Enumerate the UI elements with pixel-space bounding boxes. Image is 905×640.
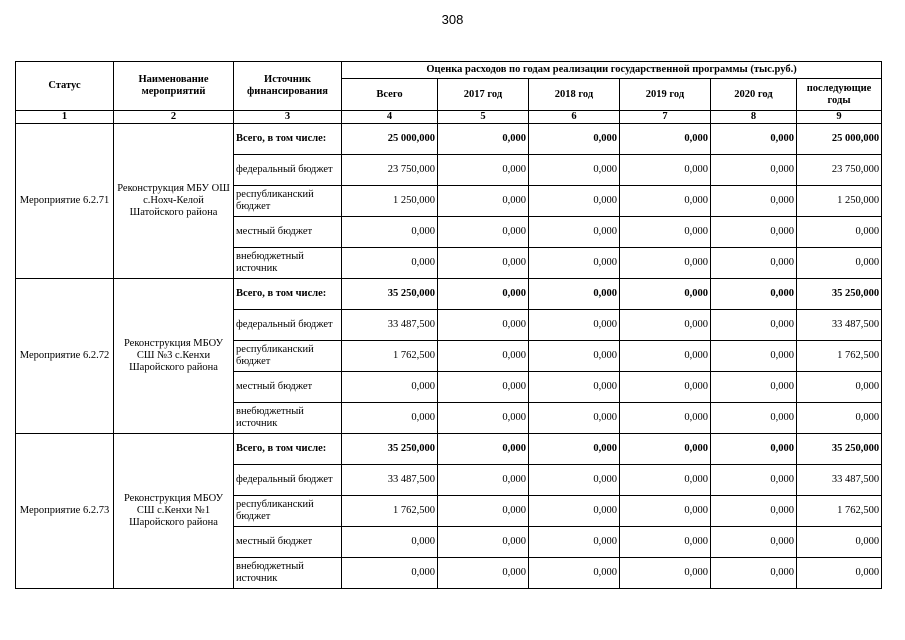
amount-cell-y2019: 0,000	[620, 124, 711, 155]
amount-cell-y2019: 0,000	[620, 465, 711, 496]
column-index-row	[16, 111, 882, 124]
header-2020: 2020 год	[711, 79, 797, 111]
amount-cell-y2019: 0,000	[620, 248, 711, 279]
table-row	[16, 279, 882, 310]
amount-cell-y2020: 0,000	[711, 248, 797, 279]
amount-cell-total: 0,000	[342, 527, 438, 558]
amount-cell-later: 0,000	[797, 248, 882, 279]
funding-source-cell: республиканский бюджет	[234, 341, 342, 372]
header-later: последующие годы	[797, 79, 882, 111]
amount-cell-y2018: 0,000	[529, 341, 620, 372]
header-status: Статус	[16, 62, 114, 111]
amount-cell-y2020: 0,000	[711, 465, 797, 496]
amount-cell-y2020: 0,000	[711, 341, 797, 372]
header-source: Источник финансирования	[234, 62, 342, 111]
funding-source-cell: республиканский бюджет	[234, 186, 342, 217]
amount-cell-later: 0,000	[797, 527, 882, 558]
amount-cell-total: 35 250,000	[342, 434, 438, 465]
column-index: 1	[16, 111, 114, 124]
funding-source-cell: Всего, в том числе:	[234, 124, 342, 155]
status-cell: Мероприятие 6.2.71	[16, 124, 114, 279]
amount-cell-later: 0,000	[797, 558, 882, 589]
amount-cell-y2018: 0,000	[529, 248, 620, 279]
amount-cell-later: 25 000,000	[797, 124, 882, 155]
amount-cell-y2018: 0,000	[529, 124, 620, 155]
amount-cell-y2020: 0,000	[711, 217, 797, 248]
status-cell: Мероприятие 6.2.73	[16, 434, 114, 589]
funding-source-cell: внебюджетный источник	[234, 248, 342, 279]
amount-cell-total: 0,000	[342, 217, 438, 248]
amount-cell-y2017: 0,000	[438, 558, 529, 589]
amount-cell-y2020: 0,000	[711, 186, 797, 217]
amount-cell-y2020: 0,000	[711, 558, 797, 589]
amount-cell-later: 1 250,000	[797, 186, 882, 217]
amount-cell-y2018: 0,000	[529, 155, 620, 186]
amount-cell-y2017: 0,000	[438, 434, 529, 465]
amount-cell-y2018: 0,000	[529, 434, 620, 465]
amount-cell-y2019: 0,000	[620, 341, 711, 372]
amount-cell-later: 35 250,000	[797, 279, 882, 310]
amount-cell-y2019: 0,000	[620, 217, 711, 248]
header-2017: 2017 год	[438, 79, 529, 111]
amount-cell-y2017: 0,000	[438, 155, 529, 186]
amount-cell-y2017: 0,000	[438, 341, 529, 372]
header-estimate: Оценка расходов по годам реализации государственной программы (тыс.руб.)	[342, 62, 882, 79]
funding-source-cell: федеральный бюджет	[234, 155, 342, 186]
amount-cell-total: 0,000	[342, 372, 438, 403]
funding-source-cell: местный бюджет	[234, 217, 342, 248]
page-number: 308	[441, 12, 464, 27]
activity-name-cell: Реконструкция МБУ ОШ с.Нохч-Келой Шатойского района	[114, 124, 234, 279]
amount-cell-total: 33 487,500	[342, 465, 438, 496]
amount-cell-y2018: 0,000	[529, 279, 620, 310]
amount-cell-total: 23 750,000	[342, 155, 438, 186]
amount-cell-y2019: 0,000	[620, 372, 711, 403]
activity-name-cell: Реконструкция МБОУ СШ с.Кенхи №1 Шаройского района	[114, 434, 234, 589]
column-index: 9	[797, 111, 882, 124]
funding-source-cell: федеральный бюджет	[234, 310, 342, 341]
amount-cell-total: 33 487,500	[342, 310, 438, 341]
amount-cell-y2018: 0,000	[529, 496, 620, 527]
amount-cell-total: 1 762,500	[342, 341, 438, 372]
column-index: 2	[114, 111, 234, 124]
header-2019: 2019 год	[620, 79, 711, 111]
table-body	[16, 124, 882, 589]
amount-cell-y2019: 0,000	[620, 434, 711, 465]
amount-cell-y2019: 0,000	[620, 496, 711, 527]
header-name: Наименование мероприятий	[114, 62, 234, 111]
amount-cell-y2020: 0,000	[711, 434, 797, 465]
amount-cell-y2018: 0,000	[529, 465, 620, 496]
amount-cell-y2018: 0,000	[529, 527, 620, 558]
amount-cell-y2020: 0,000	[711, 155, 797, 186]
amount-cell-y2017: 0,000	[438, 186, 529, 217]
column-index: 4	[342, 111, 438, 124]
amount-cell-y2019: 0,000	[620, 186, 711, 217]
budget-table	[15, 61, 882, 589]
amount-cell-y2018: 0,000	[529, 310, 620, 341]
amount-cell-y2017: 0,000	[438, 279, 529, 310]
amount-cell-total: 1 762,500	[342, 496, 438, 527]
amount-cell-y2020: 0,000	[711, 496, 797, 527]
funding-source-cell: местный бюджет	[234, 372, 342, 403]
amount-cell-y2019: 0,000	[620, 403, 711, 434]
amount-cell-total: 25 000,000	[342, 124, 438, 155]
amount-cell-y2018: 0,000	[529, 403, 620, 434]
amount-cell-total: 35 250,000	[342, 279, 438, 310]
amount-cell-y2018: 0,000	[529, 558, 620, 589]
amount-cell-y2018: 0,000	[529, 217, 620, 248]
funding-source-cell: местный бюджет	[234, 527, 342, 558]
amount-cell-later: 0,000	[797, 217, 882, 248]
amount-cell-y2017: 0,000	[438, 124, 529, 155]
amount-cell-y2019: 0,000	[620, 558, 711, 589]
amount-cell-later: 35 250,000	[797, 434, 882, 465]
header-2018: 2018 год	[529, 79, 620, 111]
amount-cell-y2019: 0,000	[620, 527, 711, 558]
funding-source-cell: федеральный бюджет	[234, 465, 342, 496]
amount-cell-y2017: 0,000	[438, 465, 529, 496]
amount-cell-y2020: 0,000	[711, 124, 797, 155]
amount-cell-y2017: 0,000	[438, 403, 529, 434]
amount-cell-later: 1 762,500	[797, 341, 882, 372]
column-index: 6	[529, 111, 620, 124]
amount-cell-y2018: 0,000	[529, 372, 620, 403]
amount-cell-y2020: 0,000	[711, 279, 797, 310]
amount-cell-later: 33 487,500	[797, 310, 882, 341]
amount-cell-y2020: 0,000	[711, 372, 797, 403]
amount-cell-y2017: 0,000	[438, 310, 529, 341]
amount-cell-y2020: 0,000	[711, 403, 797, 434]
status-cell: Мероприятие 6.2.72	[16, 279, 114, 434]
amount-cell-y2020: 0,000	[711, 527, 797, 558]
column-index: 8	[711, 111, 797, 124]
funding-source-cell: Всего, в том числе:	[234, 434, 342, 465]
amount-cell-later: 1 762,500	[797, 496, 882, 527]
amount-cell-y2019: 0,000	[620, 310, 711, 341]
amount-cell-later: 0,000	[797, 372, 882, 403]
amount-cell-y2020: 0,000	[711, 310, 797, 341]
amount-cell-y2017: 0,000	[438, 248, 529, 279]
amount-cell-y2019: 0,000	[620, 155, 711, 186]
amount-cell-later: 23 750,000	[797, 155, 882, 186]
amount-cell-total: 0,000	[342, 558, 438, 589]
amount-cell-y2017: 0,000	[438, 217, 529, 248]
column-index: 5	[438, 111, 529, 124]
column-index: 3	[234, 111, 342, 124]
amount-cell-y2017: 0,000	[438, 496, 529, 527]
funding-source-cell: Всего, в том числе:	[234, 279, 342, 310]
amount-cell-y2017: 0,000	[438, 372, 529, 403]
header-total: Всего	[342, 79, 438, 111]
amount-cell-y2018: 0,000	[529, 186, 620, 217]
amount-cell-later: 33 487,500	[797, 465, 882, 496]
amount-cell-later: 0,000	[797, 403, 882, 434]
funding-source-cell: республиканский бюджет	[234, 496, 342, 527]
amount-cell-total: 1 250,000	[342, 186, 438, 217]
funding-source-cell: внебюджетный источник	[234, 403, 342, 434]
amount-cell-total: 0,000	[342, 248, 438, 279]
column-index: 7	[620, 111, 711, 124]
table-row	[16, 434, 882, 465]
amount-cell-y2017: 0,000	[438, 527, 529, 558]
activity-name-cell: Реконструкция МБОУ СШ №3 с.Кенхи Шаройского района	[114, 279, 234, 434]
amount-cell-y2019: 0,000	[620, 279, 711, 310]
table-row	[16, 124, 882, 155]
amount-cell-total: 0,000	[342, 403, 438, 434]
funding-source-cell: внебюджетный источник	[234, 558, 342, 589]
